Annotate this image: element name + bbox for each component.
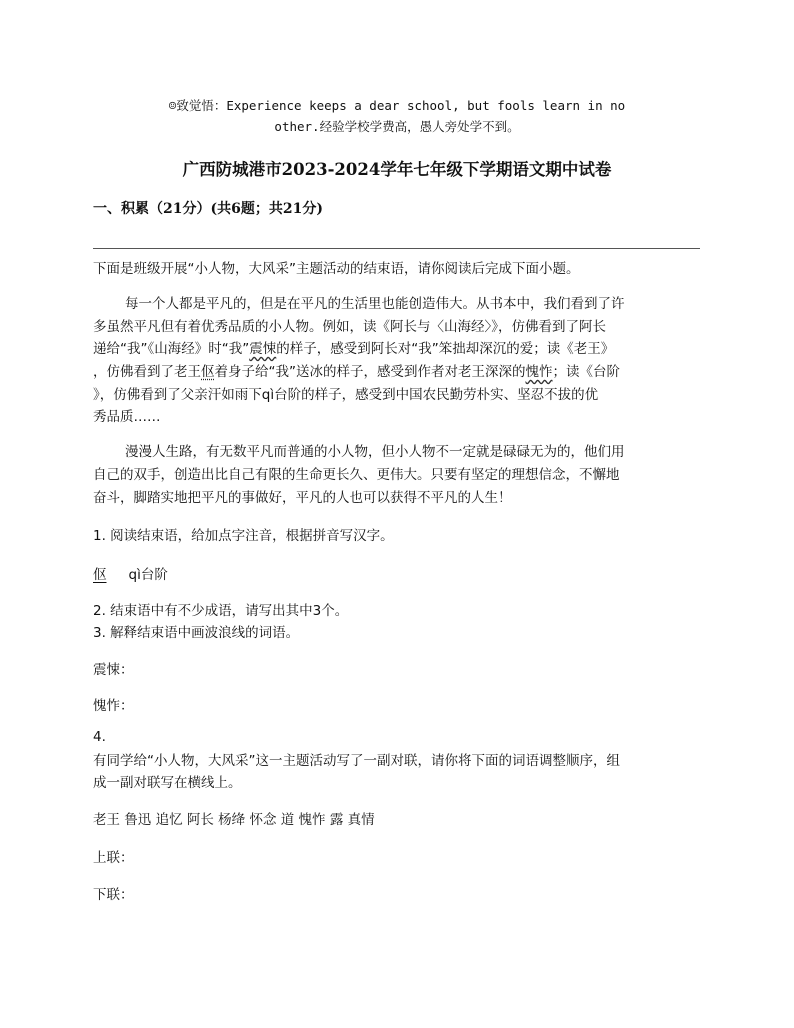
question-3-item-kuizuo: 愧怍： xyxy=(93,698,134,714)
question-4-number: 4. xyxy=(93,729,106,745)
passage-text: ；读《台阶 xyxy=(552,364,620,380)
wavy-word-kuizuo: 愧怍 xyxy=(525,364,553,380)
dotted-char-yu: 伛 xyxy=(201,364,215,380)
passage-text: 的样子，感受到阿长对“我”笨拙却深沉的爱；读《老王》 xyxy=(276,341,615,357)
passage-p1-line-3 xyxy=(93,337,614,357)
wavy-word-zhensong: 震悚 xyxy=(249,341,277,357)
motto-line-1: ☺致觉悟：Experience keeps a dear school, but fools learn in no xyxy=(168,98,626,113)
answer-upper-couplet: 上联： xyxy=(93,850,134,866)
passage-p1-line-2: 多虽然平凡但有着优秀品质的小人物。例如，读《阿长与〈山海经〉》，仿佛看到了阿长 xyxy=(93,319,606,335)
passage-p1-line-5: 》，仿佛看到了父亲汗如雨下qì台阶的样子，感受到中国农民勤劳朴实、坚忍不拔的优 xyxy=(93,387,599,403)
answer-item-yu: 伛 xyxy=(93,567,107,583)
passage-text: 着身子给“我”送冰的样子，感受到作者对老王深深的 xyxy=(214,364,526,380)
section-heading: 一、积累（21分）(共6题；共21分) xyxy=(93,201,323,217)
passage-p1-line-1: 每一个人都是平凡的，但是在平凡的生活里也能创造伟大。从书本中，我们看到了许 xyxy=(125,296,625,312)
question-1-items xyxy=(93,563,168,583)
passage-p1-line-4 xyxy=(93,360,620,380)
section-divider xyxy=(93,248,700,249)
intro-text: 下面是班级开展“小人物，大风采”主题活动的结束语，请你阅读后完成下面小题。 xyxy=(93,261,580,277)
motto-line-2: other.经验学校学费高，愚人旁处学不到。 xyxy=(274,119,520,134)
passage-p2-line-3: 奋斗，脚踏实地把平凡的事做好，平凡的人也可以获得不平凡的人生！ xyxy=(93,490,512,506)
passage-p2-line-2: 自己的双手，创造出比自己有限的生命更长久、更伟大。只要有坚定的理想信念，不懈地 xyxy=(93,467,620,483)
question-3: 3. 解释结束语中画波浪线的词语。 xyxy=(93,625,300,641)
answer-item-qi: qì台阶 xyxy=(128,567,168,583)
passage-text: 递给“我”《山海经》时“我” xyxy=(93,341,250,357)
question-1: 1. 阅读结束语，给加点字注音，根据拼音写汉字。 xyxy=(93,528,394,544)
page-title: 广西防城港市2023-2024学年七年级下学期语文期中试卷 xyxy=(182,160,612,179)
question-4-line-2: 成一副对联写在横线上。 xyxy=(93,775,242,791)
passage-text: ，仿佛看到了老王 xyxy=(93,364,201,380)
question-3-item-zhensong: 震悚： xyxy=(93,662,134,678)
question-4-word-list: 老王 鲁迅 追忆 阿长 杨绛 怀念 道 愧怍 露 真情 xyxy=(93,812,375,828)
question-2: 2. 结束语中有不少成语，请写出其中3个。 xyxy=(93,603,349,619)
passage-p1-line-6: 秀品质…… xyxy=(93,409,161,425)
question-4-line-1: 有同学给“小人物，大风采”这一主题活动写了一副对联，请你将下面的词语调整顺序，组 xyxy=(93,753,620,769)
passage-p2-line-1: 漫漫人生路，有无数平凡而普通的小人物，但小人物不一定就是碌碌无为的，他们用 xyxy=(125,444,625,460)
answer-lower-couplet: 下联： xyxy=(93,887,134,903)
